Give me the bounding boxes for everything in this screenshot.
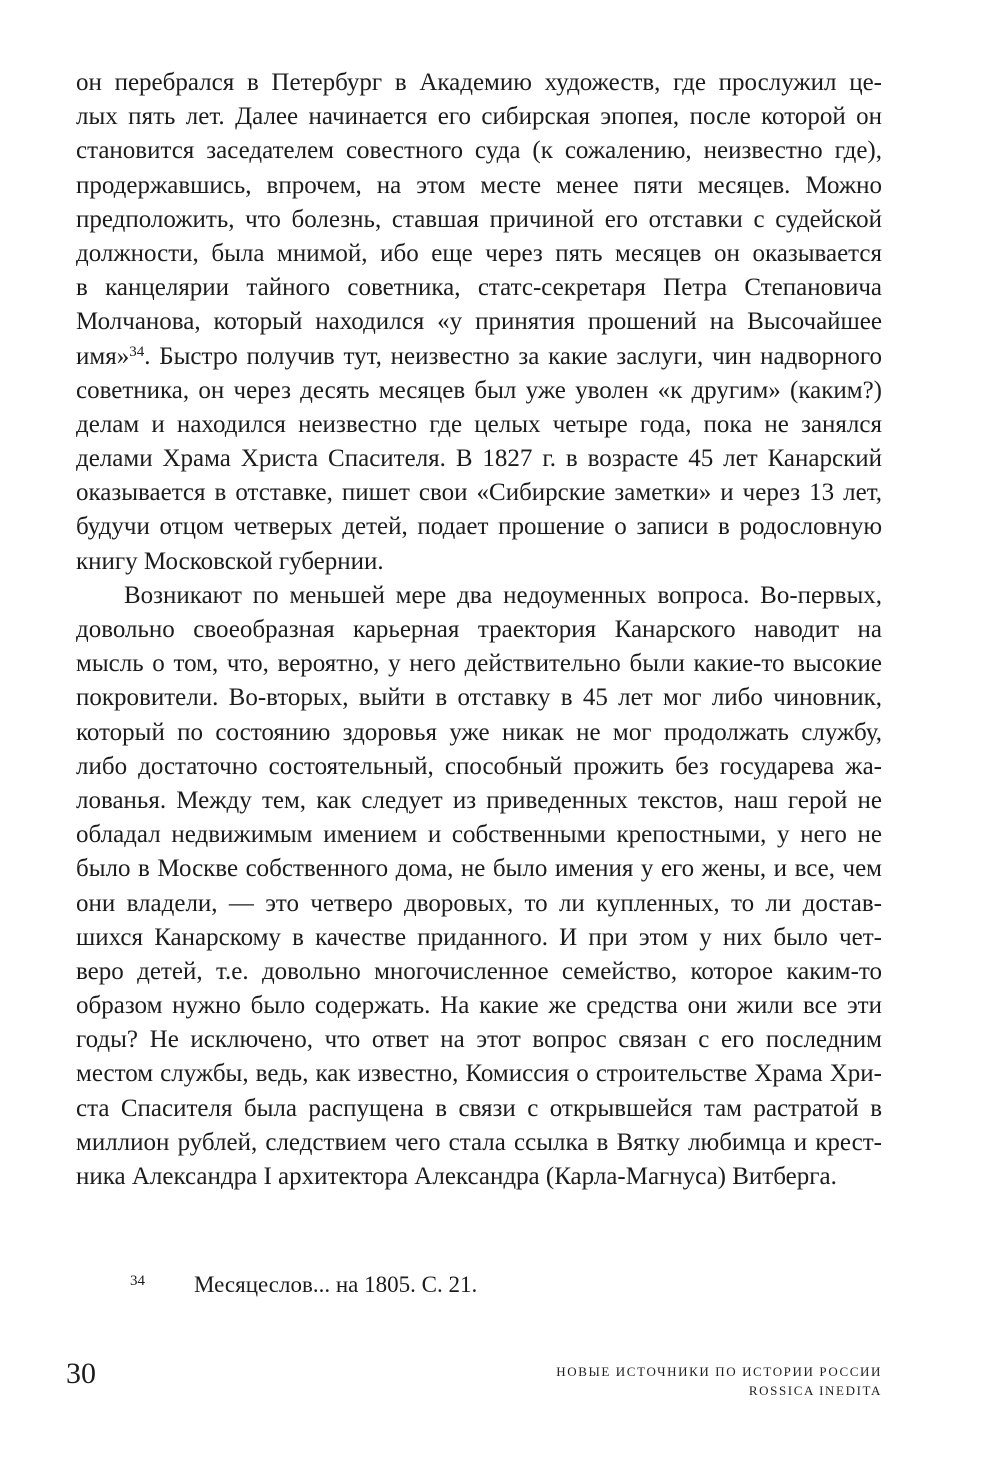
text-line: довольно своеобразная карьерная траектория Канарского наводит на <box>76 616 882 643</box>
text-line: было в Москве собственного дома, не было имения у его жены, и все, чем <box>76 855 882 883</box>
series-subtitle: ROSSICA INEDITA <box>748 1383 882 1398</box>
text-line: годы? Не исключено, что ответ на этот вопрос связан с его последним <box>76 1026 882 1054</box>
text-line: покровители. Во-вторых, выйти в отставку в 45 лет мог либо чиновник, <box>76 684 882 712</box>
text-line: миллион рублей, следствием чего стала ссылка в Вятку любимца и крест- <box>76 1128 882 1156</box>
text-line: который по состоянию здоровья уже никак не мог продолжать службу, <box>76 718 882 746</box>
text-line: должности, была мнимой, ибо еще через пять месяцев он оказывается <box>76 239 882 267</box>
text-line: делами Храма Христа Спасителя. В 1827 г. в возрасте 45 лет Канарский <box>76 445 882 473</box>
text-line-with-footnote-ref <box>76 340 882 374</box>
text-line: ста Спасителя была распущена в связи с открывшейся там растратой в <box>76 1094 882 1122</box>
text-line: оказывается в отставке, пишет свои «Сибирские заметки» и через 13 лет, <box>76 479 882 507</box>
text-line: он перебрался в Петербург в Академию художеств, где прослужил це- <box>76 69 882 96</box>
body-text <box>76 66 882 1194</box>
paragraph-1 <box>76 66 882 579</box>
page-number: 30 <box>66 1357 96 1390</box>
series-title: НОВЫЕ ИСТОЧНИКИ ПО ИСТОРИИ РОССИИ <box>556 1364 882 1379</box>
text-line: обладал недвижимым имением и собственными крепостными, у него не <box>76 821 882 849</box>
footnote-number: 34 <box>130 1273 145 1289</box>
footnote-text: Месяцеслов... на 1805. С. 21. <box>194 1272 478 1297</box>
running-footer <box>556 1362 882 1400</box>
paragraph-2 <box>76 579 882 1194</box>
text-segment: . Быстро получив тут, неизвестно за какие заслуги, чин надворного <box>144 342 882 370</box>
text-line: становится заседателем совестного суда (к сожалению, неизвестно где), <box>76 137 882 165</box>
text-line: они владели, — это четверо дворовых, то ли купленных, то ли достав- <box>76 889 882 917</box>
text-line: ника Александра I архитектора Александра (Карла-Магнуса) Витберга. <box>76 1163 837 1190</box>
footnote <box>130 1266 870 1300</box>
text-line: советника, он через десять месяцев был уже уволен «к другим» (каким?) <box>76 376 882 404</box>
text-line: лых пять лет. Далее начинается его сибирская эпопея, после которой он <box>76 103 882 131</box>
text-line: лованья. Между тем, как следует из приведенных текстов, наш герой не <box>76 786 882 814</box>
text-line: книгу Московской губернии. <box>76 547 384 575</box>
text-line: образом нужно было содержать. На какие же средства они жили все эти <box>76 992 882 1020</box>
text-line: продержавшись, впрочем, на этом месте менее пяти месяцев. Можно <box>76 171 882 199</box>
text-line: Молчанова, который находился «у принятия прошений на Высочайшее <box>76 308 882 336</box>
text-line: шихся Канарскому в качестве приданного. И при этом у них было чет- <box>76 923 882 951</box>
text-line: делам и находился неизвестно где целых четыре года, пока не занялся <box>76 410 882 438</box>
text-line: веро детей, т.е. довольно многочисленное семейство, которое каким-то <box>76 957 882 985</box>
text-line: либо достаточно состоятельный, способный прожить без государева жа- <box>76 752 882 780</box>
text-line: в канцелярии тайного советника, статс-секретаря Петра Степановича <box>76 274 882 302</box>
text-line: предположить, что болезнь, ставшая причиной его отставки с судейской <box>76 205 882 233</box>
text-line: мысль о том, что, вероятно, у него действительно были какие-то высокие <box>76 650 882 678</box>
text-line: местом службы, ведь, как известно, Комиссия о строительстве Храма Хри- <box>76 1060 882 1088</box>
text-line: Возникают по меньшей мере два недоуменных вопроса. Во-первых, <box>124 581 882 609</box>
text-segment: имя» <box>76 342 130 370</box>
footnote-reference[interactable]: 34 <box>129 343 145 360</box>
text-line: будучи отцом четверых детей, подает прошение о записи в родословную <box>76 513 882 541</box>
